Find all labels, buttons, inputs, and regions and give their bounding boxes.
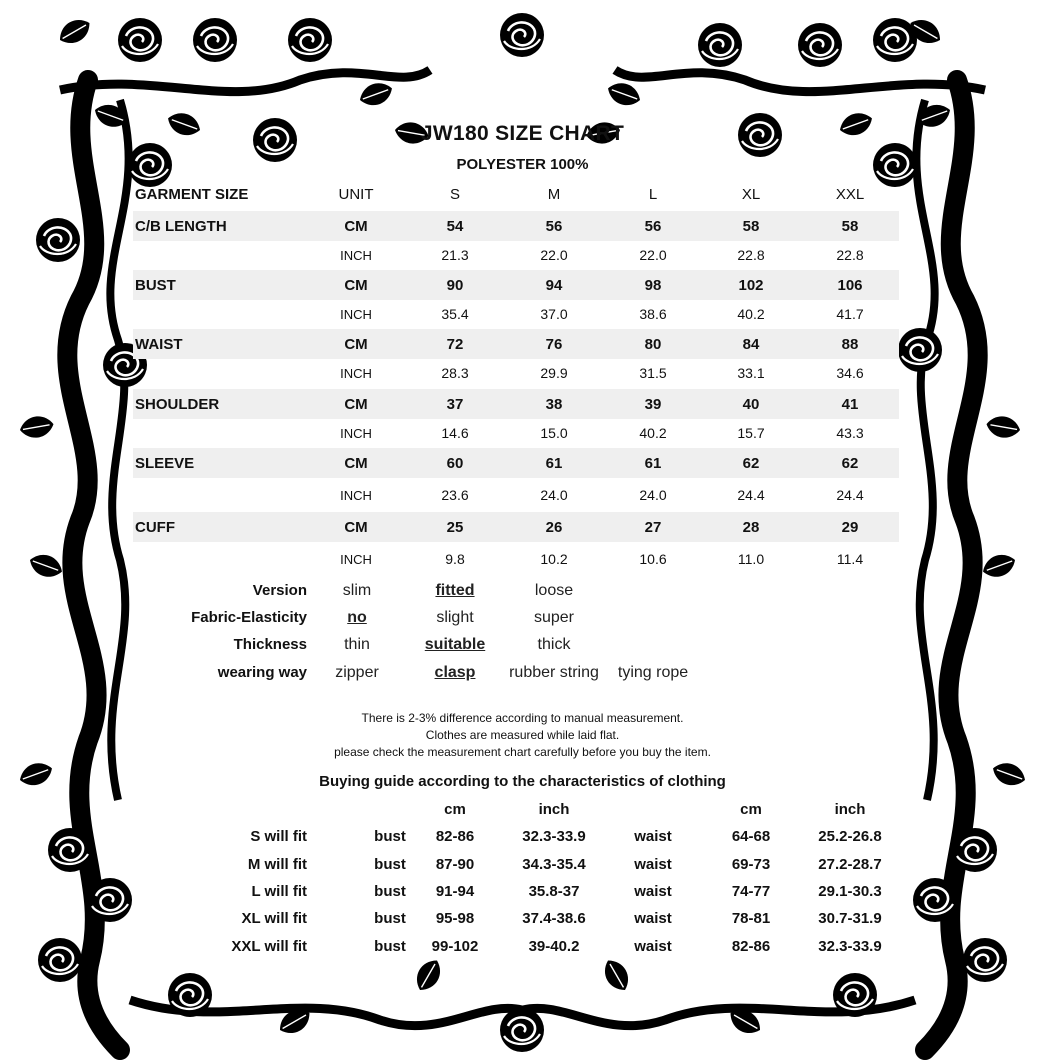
guide-bust-cm: 87-90 [435,856,475,873]
guide-bust-label: bust [374,883,406,900]
table-cell: 41 [841,396,859,413]
guide-size-label: XL will fit [241,910,307,927]
column-header: M [547,186,561,203]
table-cell: 23.6 [441,487,469,503]
guide-bust-inch: 35.8-37 [528,883,580,900]
table-cell: 22.8 [737,247,765,263]
table-cell: 102 [738,277,764,294]
table-cell: 26 [545,519,563,536]
guide-unit-header: inch [538,801,570,818]
table-cell: 24.0 [540,487,568,503]
unit-cell: CM [344,277,368,294]
attribute-label: Fabric-Elasticity [191,609,307,626]
guide-bust-inch: 32.3-33.9 [522,828,586,845]
row-band [133,270,899,300]
table-cell: 61 [545,455,563,472]
unit-cell: CM [344,218,368,235]
guide-size-label: L will fit [251,883,307,900]
column-header: GARMENT SIZE [135,186,249,203]
attribute-option-selected: suitable [424,636,486,653]
table-cell: 15.7 [737,425,765,441]
table-cell: 21.3 [441,247,469,263]
guide-size-label: S will fit [250,828,307,845]
table-cell: 25 [446,519,464,536]
guide-waist-inch: 25.2-26.8 [818,828,882,845]
table-cell: 58 [742,218,760,235]
table-cell: 39 [644,396,662,413]
unit-cell: INCH [340,552,372,567]
row-band [133,512,899,542]
note-line: There is 2-3% difference according to manual measurement. [361,711,684,725]
table-cell: 22.0 [639,247,667,263]
table-cell: 40.2 [639,425,667,441]
attribute-label: Thickness [233,636,307,653]
table-cell: 38.6 [639,306,667,322]
table-cell: 10.6 [639,551,667,567]
column-header: XXL [835,186,865,203]
table-cell: 35.4 [441,306,469,322]
table-cell: 61 [644,455,662,472]
table-cell: 56 [545,218,563,235]
table-cell: 106 [837,277,863,294]
attribute-option: slight [436,609,474,626]
unit-cell: CM [344,455,368,472]
guide-waist-cm: 64-68 [731,828,771,845]
guide-bust-label: bust [374,828,406,845]
guide-size-label: XXL will fit [231,938,307,955]
guide-unit-header: inch [834,801,866,818]
guide-waist-inch: 32.3-33.9 [818,938,882,955]
attribute-option-selected: fitted [435,582,475,599]
guide-waist-label: waist [634,883,672,900]
unit-cell: CM [344,396,368,413]
material-label: POLYESTER 100% [456,156,589,173]
guide-bust-label: bust [374,856,406,873]
table-cell: 29 [841,519,859,536]
table-cell: 80 [644,336,662,353]
guide-waist-inch: 29.1-30.3 [818,883,882,900]
guide-bust-cm: 95-98 [435,910,475,927]
row-band [133,389,899,419]
table-cell: 76 [545,336,563,353]
table-cell: 27 [644,519,662,536]
table-cell: 88 [841,336,859,353]
guide-bust-cm: 91-94 [435,883,475,900]
table-cell: 84 [742,336,760,353]
table-cell: 60 [446,455,464,472]
unit-cell: INCH [340,366,372,381]
guide-waist-label: waist [634,828,672,845]
unit-cell: INCH [340,488,372,503]
table-cell: 33.1 [737,365,765,381]
guide-size-label: M will fit [247,856,307,873]
guide-waist-label: waist [634,856,672,873]
guide-waist-inch: 30.7-31.9 [818,910,882,927]
guide-waist-cm: 78-81 [731,910,771,927]
column-header: S [449,186,461,203]
table-cell: 28.3 [441,365,469,381]
guide-bust-inch: 39-40.2 [528,938,580,955]
table-cell: 24.4 [836,487,864,503]
table-cell: 72 [446,336,464,353]
column-header: XL [741,186,761,203]
column-header: L [648,186,658,203]
attribute-option: super [533,609,575,626]
unit-cell: CM [344,519,368,536]
table-cell: 40.2 [737,306,765,322]
table-cell: 28 [742,519,760,536]
guide-waist-label: waist [634,910,672,927]
column-header: UNIT [338,186,374,203]
table-cell: 54 [446,218,464,235]
table-cell: 62 [742,455,760,472]
guide-waist-inch: 27.2-28.7 [818,856,882,873]
attribute-option-selected: clasp [434,664,476,681]
table-cell: 34.6 [836,365,864,381]
table-cell: 37 [446,396,464,413]
table-cell: 40 [742,396,760,413]
table-cell: 24.0 [639,487,667,503]
table-cell: 94 [545,277,563,294]
table-cell: 98 [644,277,662,294]
table-cell: 43.3 [836,425,864,441]
table-cell: 24.4 [737,487,765,503]
table-cell: 62 [841,455,859,472]
guide-waist-cm: 74-77 [731,883,771,900]
attribute-option: slim [342,582,372,599]
note-line: Clothes are measured while laid flat. [425,728,620,742]
table-cell: 22.0 [540,247,568,263]
table-cell: 38 [545,396,563,413]
attribute-option: rubber string [509,664,599,681]
measure-label: SHOULDER [135,396,220,413]
attribute-option: thick [537,636,571,653]
guide-waist-label: waist [634,938,672,955]
unit-cell: INCH [340,307,372,322]
guide-unit-header: cm [740,801,762,818]
table-cell: 9.8 [445,551,465,567]
unit-cell: INCH [340,248,372,263]
table-cell: 29.9 [540,365,568,381]
table-cell: 22.8 [836,247,864,263]
guide-bust-cm: 82-86 [435,828,475,845]
attribute-option: loose [534,582,574,599]
table-cell: 11.0 [737,551,765,567]
table-cell: 14.6 [441,425,469,441]
unit-cell: INCH [340,426,372,441]
table-cell: 56 [644,218,662,235]
table-cell: 41.7 [836,306,864,322]
attribute-option: zipper [335,664,379,681]
measure-label: CUFF [135,519,175,536]
measure-label: WAIST [135,336,183,353]
note-line: please check the measurement chart carefully before you buy the item. [334,745,711,759]
guide-unit-header: cm [444,801,466,818]
attribute-label: wearing way [217,664,307,681]
guide-bust-label: bust [374,938,406,955]
table-cell: 31.5 [639,365,667,381]
measure-label: BUST [135,277,176,294]
attribute-option: thin [344,636,370,653]
table-cell: 37.0 [540,306,568,322]
buying-guide-title: Buying guide according to the characteristics of clothing [319,773,726,790]
guide-bust-cm: 99-102 [431,938,479,955]
table-cell: 90 [446,277,464,294]
guide-bust-inch: 37.4-38.6 [522,910,586,927]
table-cell: 11.4 [836,551,864,567]
row-band [133,448,899,478]
guide-bust-label: bust [374,910,406,927]
row-band [133,329,899,359]
table-cell: 58 [841,218,859,235]
attribute-option: tying rope [617,664,689,681]
guide-waist-cm: 69-73 [731,856,771,873]
attribute-option-selected: no [347,609,367,626]
unit-cell: CM [344,336,368,353]
guide-bust-inch: 34.3-35.4 [522,856,586,873]
table-cell: 15.0 [540,425,568,441]
attribute-label: Version [252,582,307,599]
table-cell: 10.2 [540,551,568,567]
measure-label: C/B LENGTH [135,218,227,235]
chart-title: JW180 SIZE CHART [420,122,625,145]
guide-waist-cm: 82-86 [731,938,771,955]
measure-label: SLEEVE [135,455,195,472]
row-band [133,211,899,241]
